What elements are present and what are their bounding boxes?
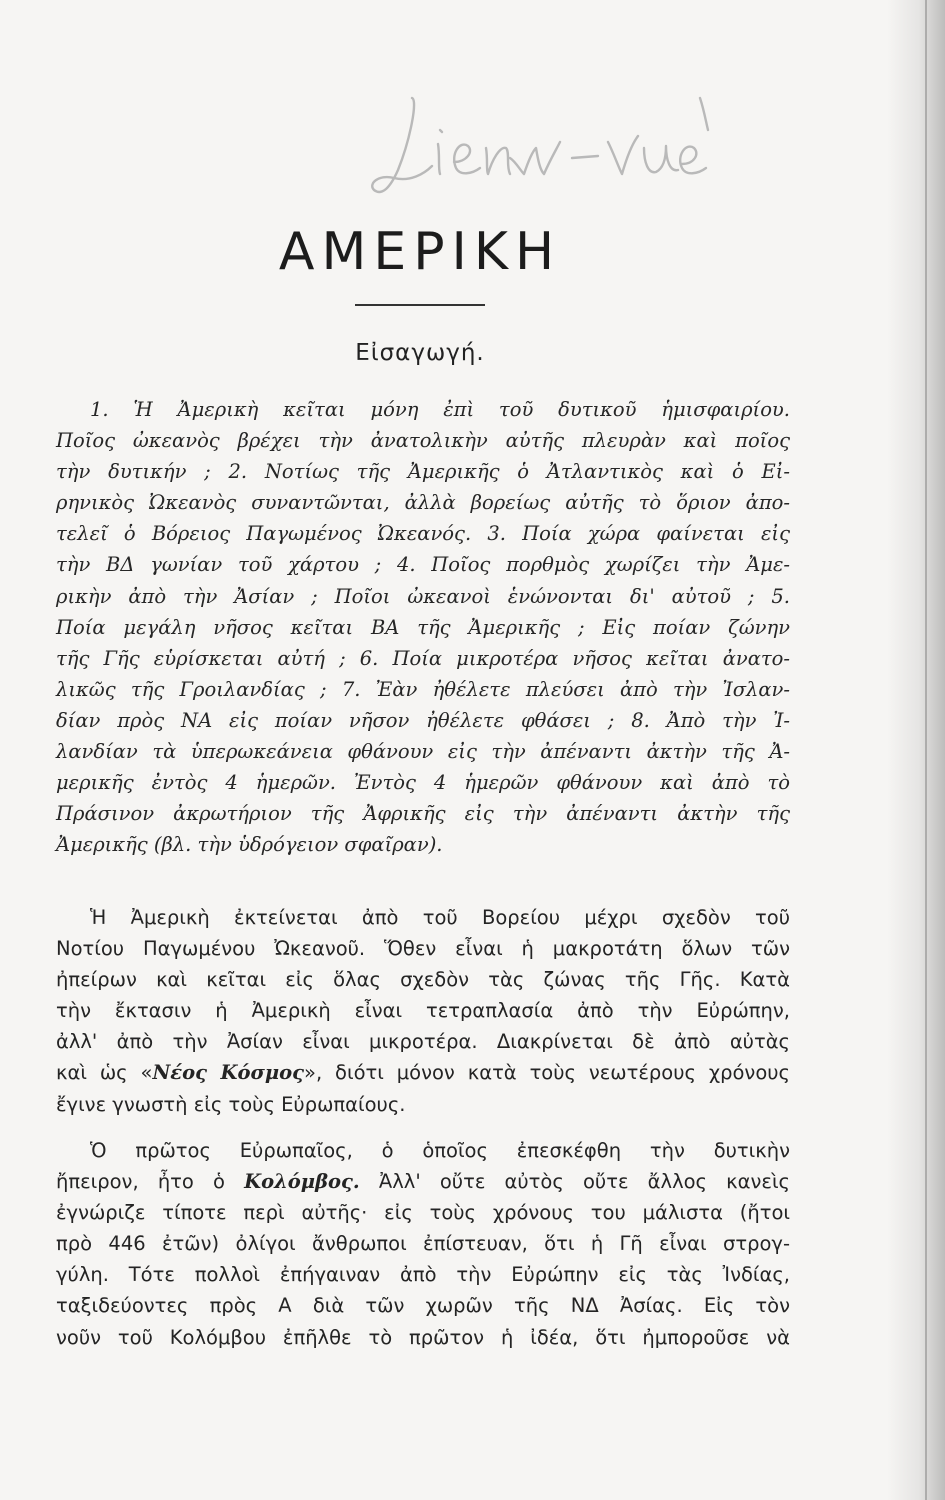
text-line: 1. Ἡ Ἀμερικὴ κεῖται μόνη ἐπὶ τοῦ δυτικοῦ ἡμισφαιρίου.	[90, 398, 790, 421]
text-line: Ἡ Ἀμερικὴ ἐκτείνεται ἀπὸ τοῦ Βορείου μέχρι σχεδὸν τοῦ	[90, 906, 790, 929]
text-line: Ὁ πρῶτος Εὐρωπαῖος, ὁ ὁποῖος ἐπεσκέφθη τὴν δυτικὴν	[90, 1139, 790, 1162]
text-line: ταξιδεύοντες πρὸς Α διὰ τῶν χωρῶν τῆς ΝΔ Ἀσίας. Εἰς τὸν	[56, 1294, 790, 1318]
text-line: Ποία μεγάλη νῆσος κεῖται ΒΑ τῆς Ἀμερικῆς ; Εἰς ποίαν ζώνην	[56, 615, 790, 639]
title-divider	[355, 304, 485, 306]
handwritten-note-drawing	[360, 70, 740, 210]
text-line: μερικῆς ἐντὸς 4 ἡμερῶν. Ἐντὸς 4 ἡμερῶν φθάνουν καὶ ἀπὸ τὸ	[56, 771, 790, 795]
text-fragment: », διότι μόνον κατὰ τοὺς νεωτέρους χρόνους	[304, 1061, 790, 1085]
emphasis-new-world: Νέος Κόσμος	[152, 1061, 305, 1085]
text-line: γύλη. Τότε πολλοὶ ἐπήγαιναν ἀπὸ τὴν Εὐρώπην εἰς τὰς Ἰνδίας,	[56, 1263, 790, 1287]
text-line: Πράσινον ἀκρωτήριον τῆς Ἀφρικῆς εἰς τὴν ἀπέναντι ἀκτὴν τῆς	[56, 802, 790, 826]
text-line: νοῦν τοῦ Κολόμβου ἐπῆλθε τὸ πρῶτον ἡ ἰδέα, ὅτι ἠμποροῦσε νὰ	[56, 1325, 790, 1349]
text-fragment: καὶ ὡς «	[56, 1061, 153, 1085]
text-line: ρηνικὸς Ὠκεανὸς συναντῶνται, ἀλλὰ βορείως αὐτῆς τὸ ὅριον ἀπο-	[56, 491, 790, 515]
text-line: δίαν πρὸς ΝΑ εἰς ποίαν νῆσον ἠθέλετε φθάσει ; 8. Ἀπὸ τὴν Ἰ-	[56, 708, 790, 732]
text-line: ἀλλ' ἀπὸ τὴν Ἀσίαν εἶναι μικροτέρα. Διακρίνεται δὲ ἀπὸ αὐτὰς	[56, 1030, 790, 1054]
text-line: Νοτίου Παγωμένου Ὠκεανοῦ. Ὅθεν εἶναι ἡ μακροτάτη ὅλων τῶν	[56, 937, 790, 961]
text-line: Ἀμερικῆς (βλ. τὴν ὑδρόγειον σφαῖραν).	[56, 833, 443, 857]
page-title: ΑΜΕΡΙΚΗ	[278, 222, 562, 282]
text-line: λανδίαν τὰ ὑπερωκεάνεια φθάνουν εἰς τὴν ἀπέναντι ἀκτὴν τῆς Ἀ-	[56, 740, 790, 764]
questions-paragraph	[56, 394, 790, 860]
text-line: Ποῖος ὠκεανὸς βρέχει τὴν ἀνατολικὴν αὐτῆς πλευρὰν καὶ ποῖος	[56, 429, 790, 453]
text-line: τελεῖ ὁ Βόρειος Παγωμένος Ὠκεανός. 3. Ποία χώρα φαίνεται εἰς	[56, 522, 790, 546]
text-line	[56, 1057, 790, 1088]
body-paragraph-2	[56, 1135, 790, 1353]
text-line: πρὸ 446 ἐτῶν) ὀλίγοι ἄνθρωποι ἐπίστευαν, ὅτι ἡ Γῆ εἶναι στρογ-	[56, 1232, 790, 1256]
text-line: ρικὴν ἀπὸ τὴν Ἀσίαν ; Ποῖοι ὠκεανοὶ ἑνώνονται δι' αὐτοῦ ; 5.	[56, 584, 790, 608]
handwritten-note	[360, 70, 740, 210]
text-line: ἔγινε γνωστὴ εἰς τοὺς Εὐρωπαίους.	[56, 1092, 406, 1116]
text-line: ἐγνώριζε τίποτε περὶ αὐτῆς· εἰς τοὺς χρόνους του μάλιστα (ἤτοι	[56, 1201, 790, 1225]
text-line: τὴν ΒΔ γωνίαν τοῦ χάρτου ; 4. Ποῖος πορθμὸς χωρίζει τὴν Ἀμε-	[56, 553, 790, 577]
text-line: τὴν ἔκτασιν ἡ Ἀμερικὴ εἶναι τετραπλασία ἀπὸ τὴν Εὐρώπην,	[56, 999, 790, 1023]
body-paragraph-1	[56, 902, 790, 1120]
text-line: τῆς Γῆς εὑρίσκεται αὐτή ; 6. Ποία μικροτέρα νῆσος κεῖται ἀνατο-	[56, 646, 790, 670]
text-line: τὴν δυτικήν ; 2. Νοτίως τῆς Ἀμερικῆς ὁ Ἀτλαντικὸς καὶ ὁ Εἰ-	[56, 460, 790, 484]
text-fragment: Ἀλλ' οὔτε αὐτὸς οὔτε ἄλλος κανεὶς	[359, 1170, 790, 1194]
page-edge-line	[925, 0, 927, 1500]
text-fragment: ἤπειρον, ἦτο ὁ	[56, 1170, 245, 1194]
section-subtitle: Εἰσαγωγή.	[355, 340, 485, 366]
text-line: λικῶς τῆς Γροιλανδίας ; 7. Ἐὰν ἠθέλετε πλεύσει ἀπὸ τὴν Ἰσλαν-	[56, 677, 790, 701]
page-edge-shadow	[887, 0, 945, 1500]
text-line: ἠπείρων καὶ κεῖται εἰς ὅλας σχεδὸν τὰς ζώνας τῆς Γῆς. Κατὰ	[56, 968, 790, 992]
text-line	[56, 1166, 790, 1197]
emphasis-columbus: Κολόμβος.	[244, 1170, 360, 1194]
